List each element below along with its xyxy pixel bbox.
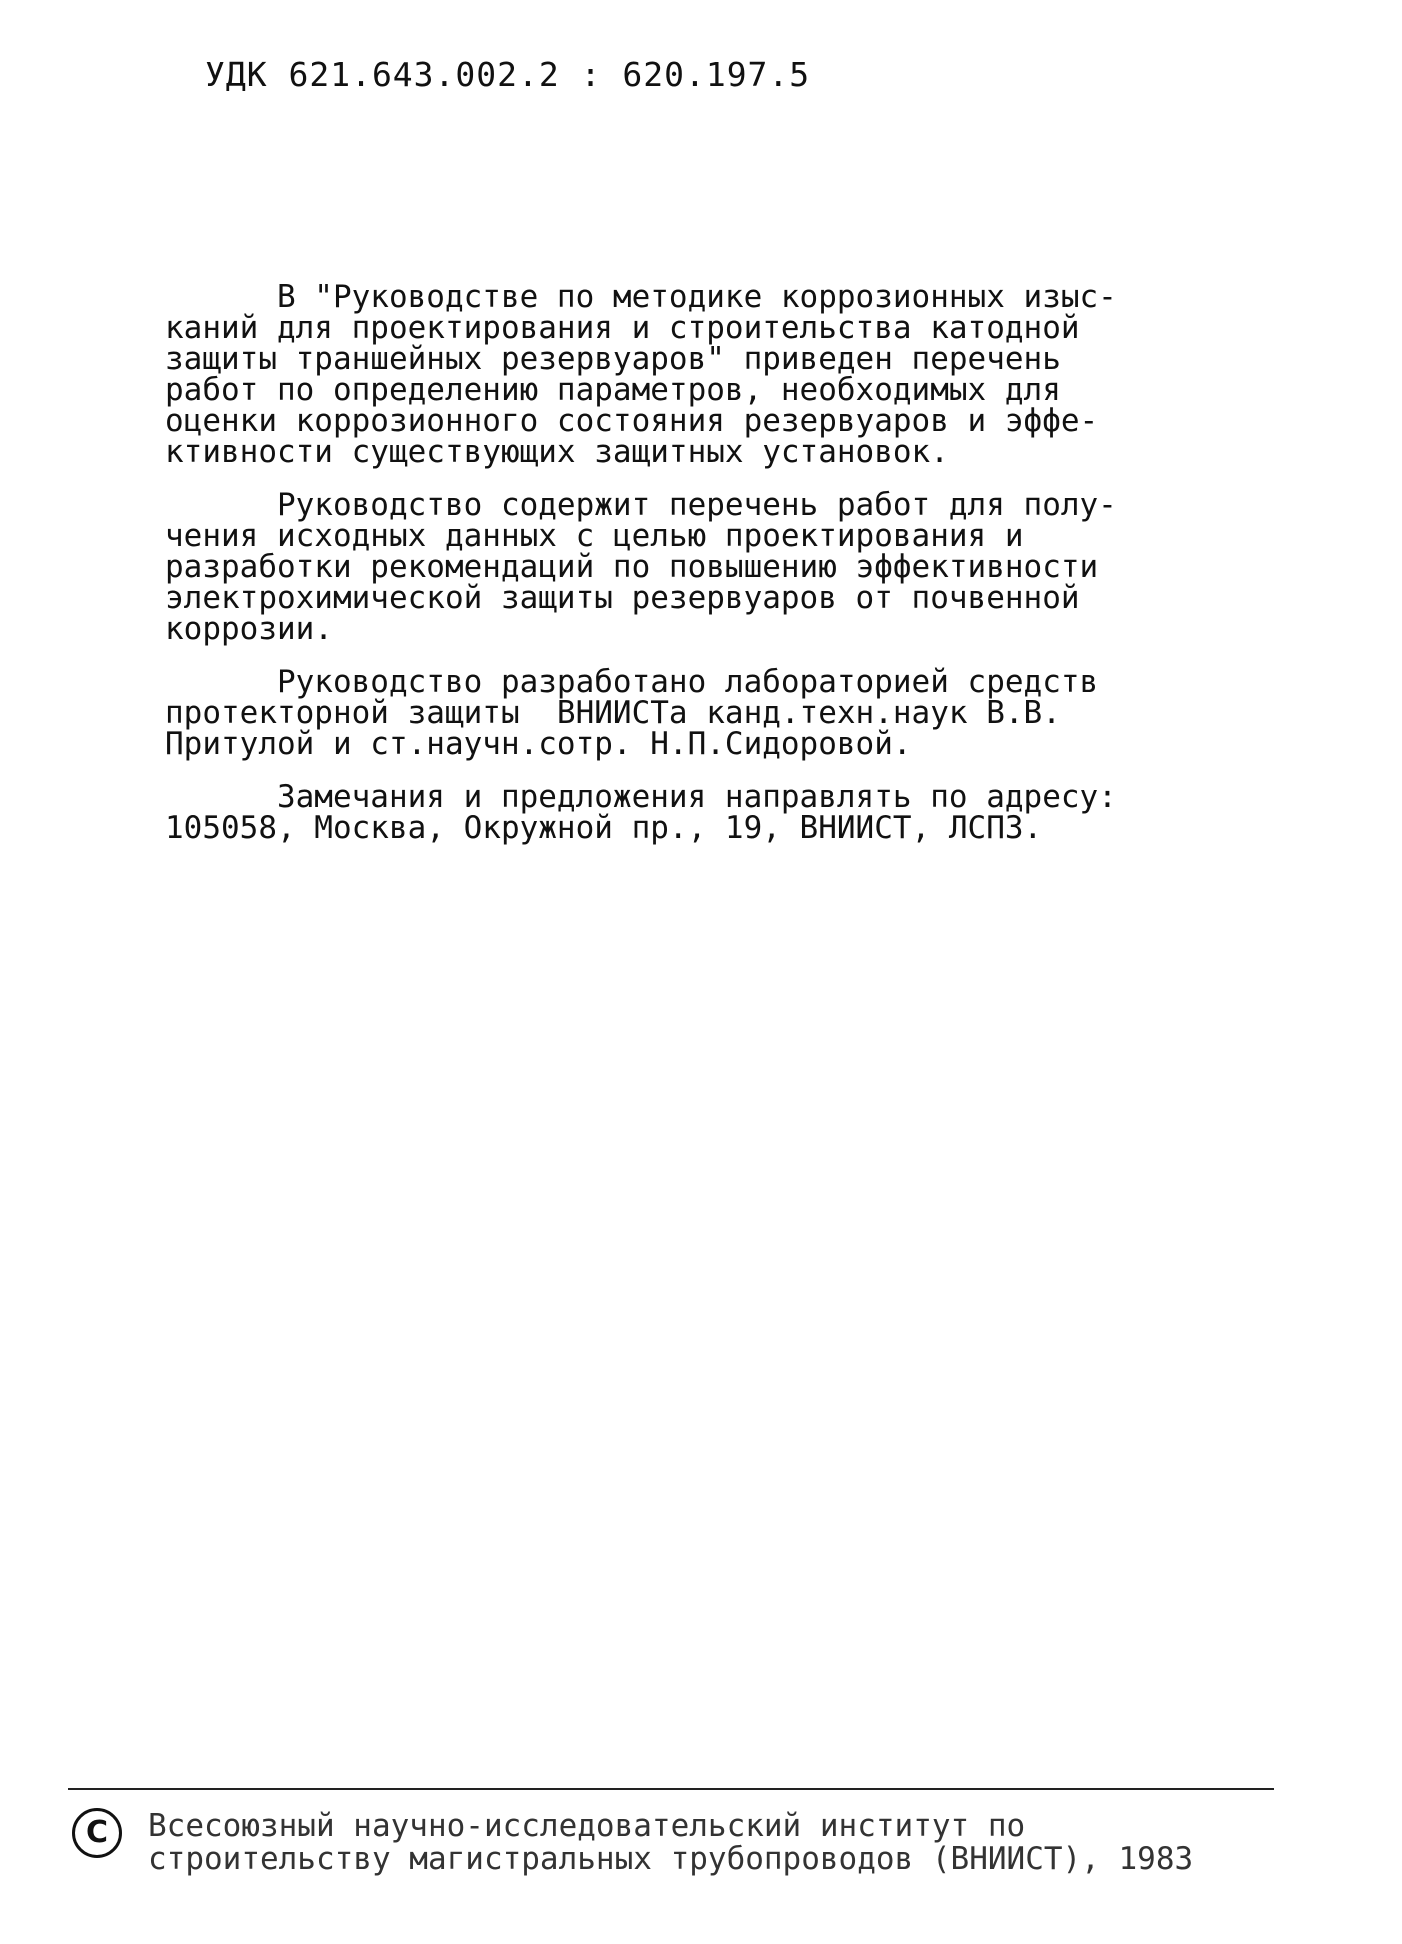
text-line: работ по определению параметров, необходимых для	[165, 372, 1061, 408]
text-line: оценки коррозионного состояния резервуаров и эффе-	[165, 403, 1099, 439]
text-line: Руководство разработано лабораторией средств	[165, 664, 1099, 700]
text-line: коррозии.	[165, 611, 333, 647]
copyright-line: Всесоюзный научно-исследовательский институт по	[148, 1808, 1026, 1844]
text-line: 105058, Москва, Окружной пр., 19, ВНИИСТ, ЛСПЗ.	[165, 810, 1043, 846]
text-line: защиты траншейных резервуаров" приведен перечень	[165, 341, 1061, 377]
copyright-text	[148, 1810, 1193, 1876]
footer-divider	[68, 1788, 1274, 1790]
text-line: ктивности существующих защитных установок.	[165, 434, 949, 470]
text-line: каний для проектирования и строительства катодной	[165, 310, 1080, 346]
text-line: протекторной защиты ВНИИСТа канд.техн.наук В.В.	[165, 695, 1061, 731]
paragraph-3	[165, 664, 1225, 762]
text-line: Руководство содержит перечень работ для полу-	[165, 487, 1117, 523]
text-line: В "Руководстве по методике коррозионных изыс-	[165, 279, 1117, 315]
text-line: Замечания и предложения направлять по адресу:	[165, 779, 1117, 815]
copyright-line: строительству магистральных трубопроводов (ВНИИСТ), 1983	[148, 1841, 1194, 1877]
paragraph-4	[165, 779, 1225, 846]
copyright-icon: C	[72, 1808, 122, 1858]
text-line: разработки рекомендаций по повышению эффективности	[165, 549, 1099, 585]
paragraph-2	[165, 487, 1225, 647]
udk-code: УДК 621.643.002.2 : 620.197.5	[205, 55, 811, 94]
annotation-text	[165, 279, 1225, 866]
paragraph-1	[165, 279, 1225, 470]
text-line: чения исходных данных с целью проектирования и	[165, 518, 1024, 554]
text-line: Притулой и ст.научн.сотр. Н.П.Сидоровой.	[165, 726, 912, 762]
text-line: электрохимической защиты резервуаров от почвенной	[165, 580, 1080, 616]
